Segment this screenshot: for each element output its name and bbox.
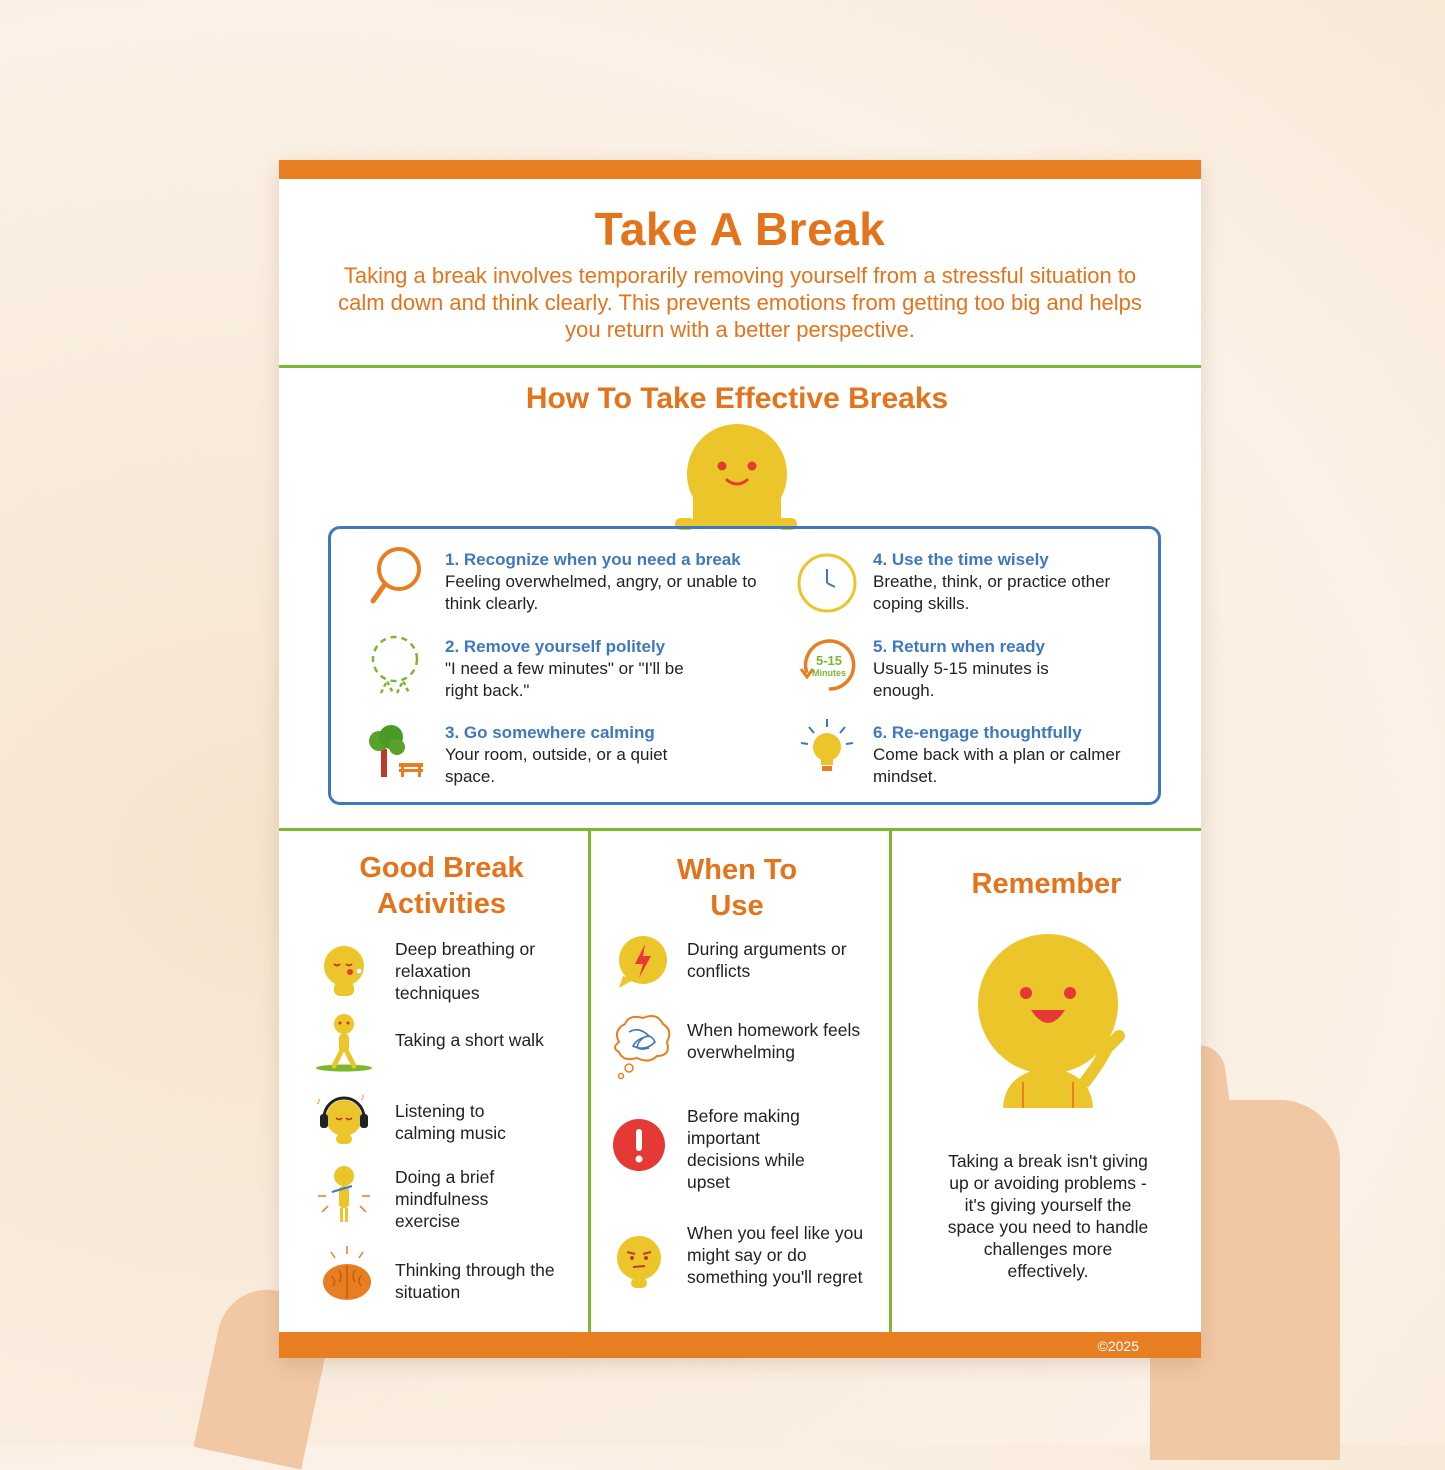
tree-bench-icon	[367, 721, 427, 781]
step-5-body: Usually 5-15 minutes is enough.	[873, 659, 1049, 700]
dashed-figure-icon	[365, 635, 425, 695]
step-2-title: 2. Remove yourself politely	[445, 637, 666, 656]
intro-text: Taking a break involves temporarily removing yourself from a stressful situation to calm down and think clearly. This prevents emotions from getting too big and helps you return with a better perspective.	[338, 263, 1142, 342]
step-4	[873, 549, 1201, 615]
lightning-bubble-icon	[611, 932, 671, 992]
step-3	[445, 722, 785, 788]
step-1-body: Feeling overwhelmed, angry, or unable to think clearly.	[445, 572, 757, 613]
clock-icon	[797, 553, 857, 613]
page-title: Take A Break	[594, 203, 886, 255]
step-3-title: 3. Go somewhere calming	[445, 723, 655, 742]
timer-icon	[799, 635, 859, 695]
step-2	[445, 636, 785, 702]
bottom-bar	[279, 1332, 1201, 1358]
step-3-body: Your room, outside, or a quiet space.	[445, 745, 668, 786]
divider-middle	[279, 828, 1201, 831]
step-1-title: 1. Recognize when you need a break	[445, 550, 741, 569]
exclamation-icon	[609, 1115, 669, 1175]
annoyed-face-icon	[609, 1232, 669, 1292]
step-5	[873, 636, 1201, 702]
copyright: ©2025	[1097, 1338, 1139, 1354]
step-2-body: "I need a few minutes" or "I'll be right back."	[445, 659, 684, 700]
remember-heading: Remember	[971, 868, 1122, 900]
steps-box	[328, 526, 1161, 805]
mindful-figure-icon	[314, 1164, 374, 1224]
step-6-body: Come back with a plan or calmer mindset.	[873, 745, 1121, 786]
activity-5: Thinking through the situation	[395, 1260, 555, 1302]
remember-text: Taking a break isn't giving up or avoiding problems - it's giving yourself the space you need to handle challenges more effectively.	[947, 1151, 1149, 1281]
headphones-face-icon	[314, 1090, 374, 1150]
divider-top	[279, 365, 1201, 368]
lightbulb-icon	[797, 717, 857, 777]
step-4-title: 4. Use the time wisely	[873, 550, 1049, 569]
scribble-thought-icon	[609, 1012, 675, 1082]
how-to-heading: How To Take Effective Breaks	[525, 382, 949, 415]
activities-heading-line1: Good Break	[359, 852, 524, 884]
breathing-face-icon	[314, 942, 374, 1002]
top-bar	[279, 160, 1201, 179]
pointing-smiley-icon	[973, 932, 1133, 1112]
magnifier-icon	[365, 545, 425, 605]
step-1	[445, 549, 785, 615]
walking-figure-icon	[314, 1012, 374, 1072]
timer-sublabel: Minutes	[811, 668, 846, 678]
activity-3: Listening to calming music	[395, 1101, 506, 1143]
when-1: During arguments or conflicts	[687, 939, 847, 981]
activity-4: Doing a brief mindfulness exercise	[395, 1167, 495, 1231]
step-4-body: Breathe, think, or practice other coping skills.	[873, 572, 1111, 613]
activities-heading	[289, 850, 594, 922]
svg-text:♪: ♪	[316, 1096, 321, 1107]
when-4: When you feel like you might say or do something you'll regret	[687, 1223, 864, 1287]
step-6-title: 6. Re-engage thoughtfully	[873, 723, 1082, 742]
peeking-smiley-icon	[671, 424, 801, 534]
svg-text:♪: ♪	[360, 1092, 365, 1103]
timer-label: 5-15	[815, 653, 843, 668]
when-heading	[589, 852, 885, 924]
step-5-title: 5. Return when ready	[873, 637, 1045, 656]
when-3: Before making important decisions while upset	[687, 1106, 805, 1192]
brain-icon	[317, 1246, 377, 1306]
when-2: When homework feels overwhelming	[687, 1020, 861, 1062]
activities-heading-line2: Activities	[377, 888, 506, 920]
activity-2: Taking a short walk	[395, 1030, 544, 1050]
step-6	[873, 722, 1201, 788]
when-heading-line2: Use	[710, 890, 764, 922]
when-heading-line1: When To	[676, 854, 798, 886]
poster-sheet	[279, 160, 1201, 1358]
activity-1: Deep breathing or relaxation techniques	[395, 939, 536, 1003]
column-divider-2	[889, 828, 892, 1332]
